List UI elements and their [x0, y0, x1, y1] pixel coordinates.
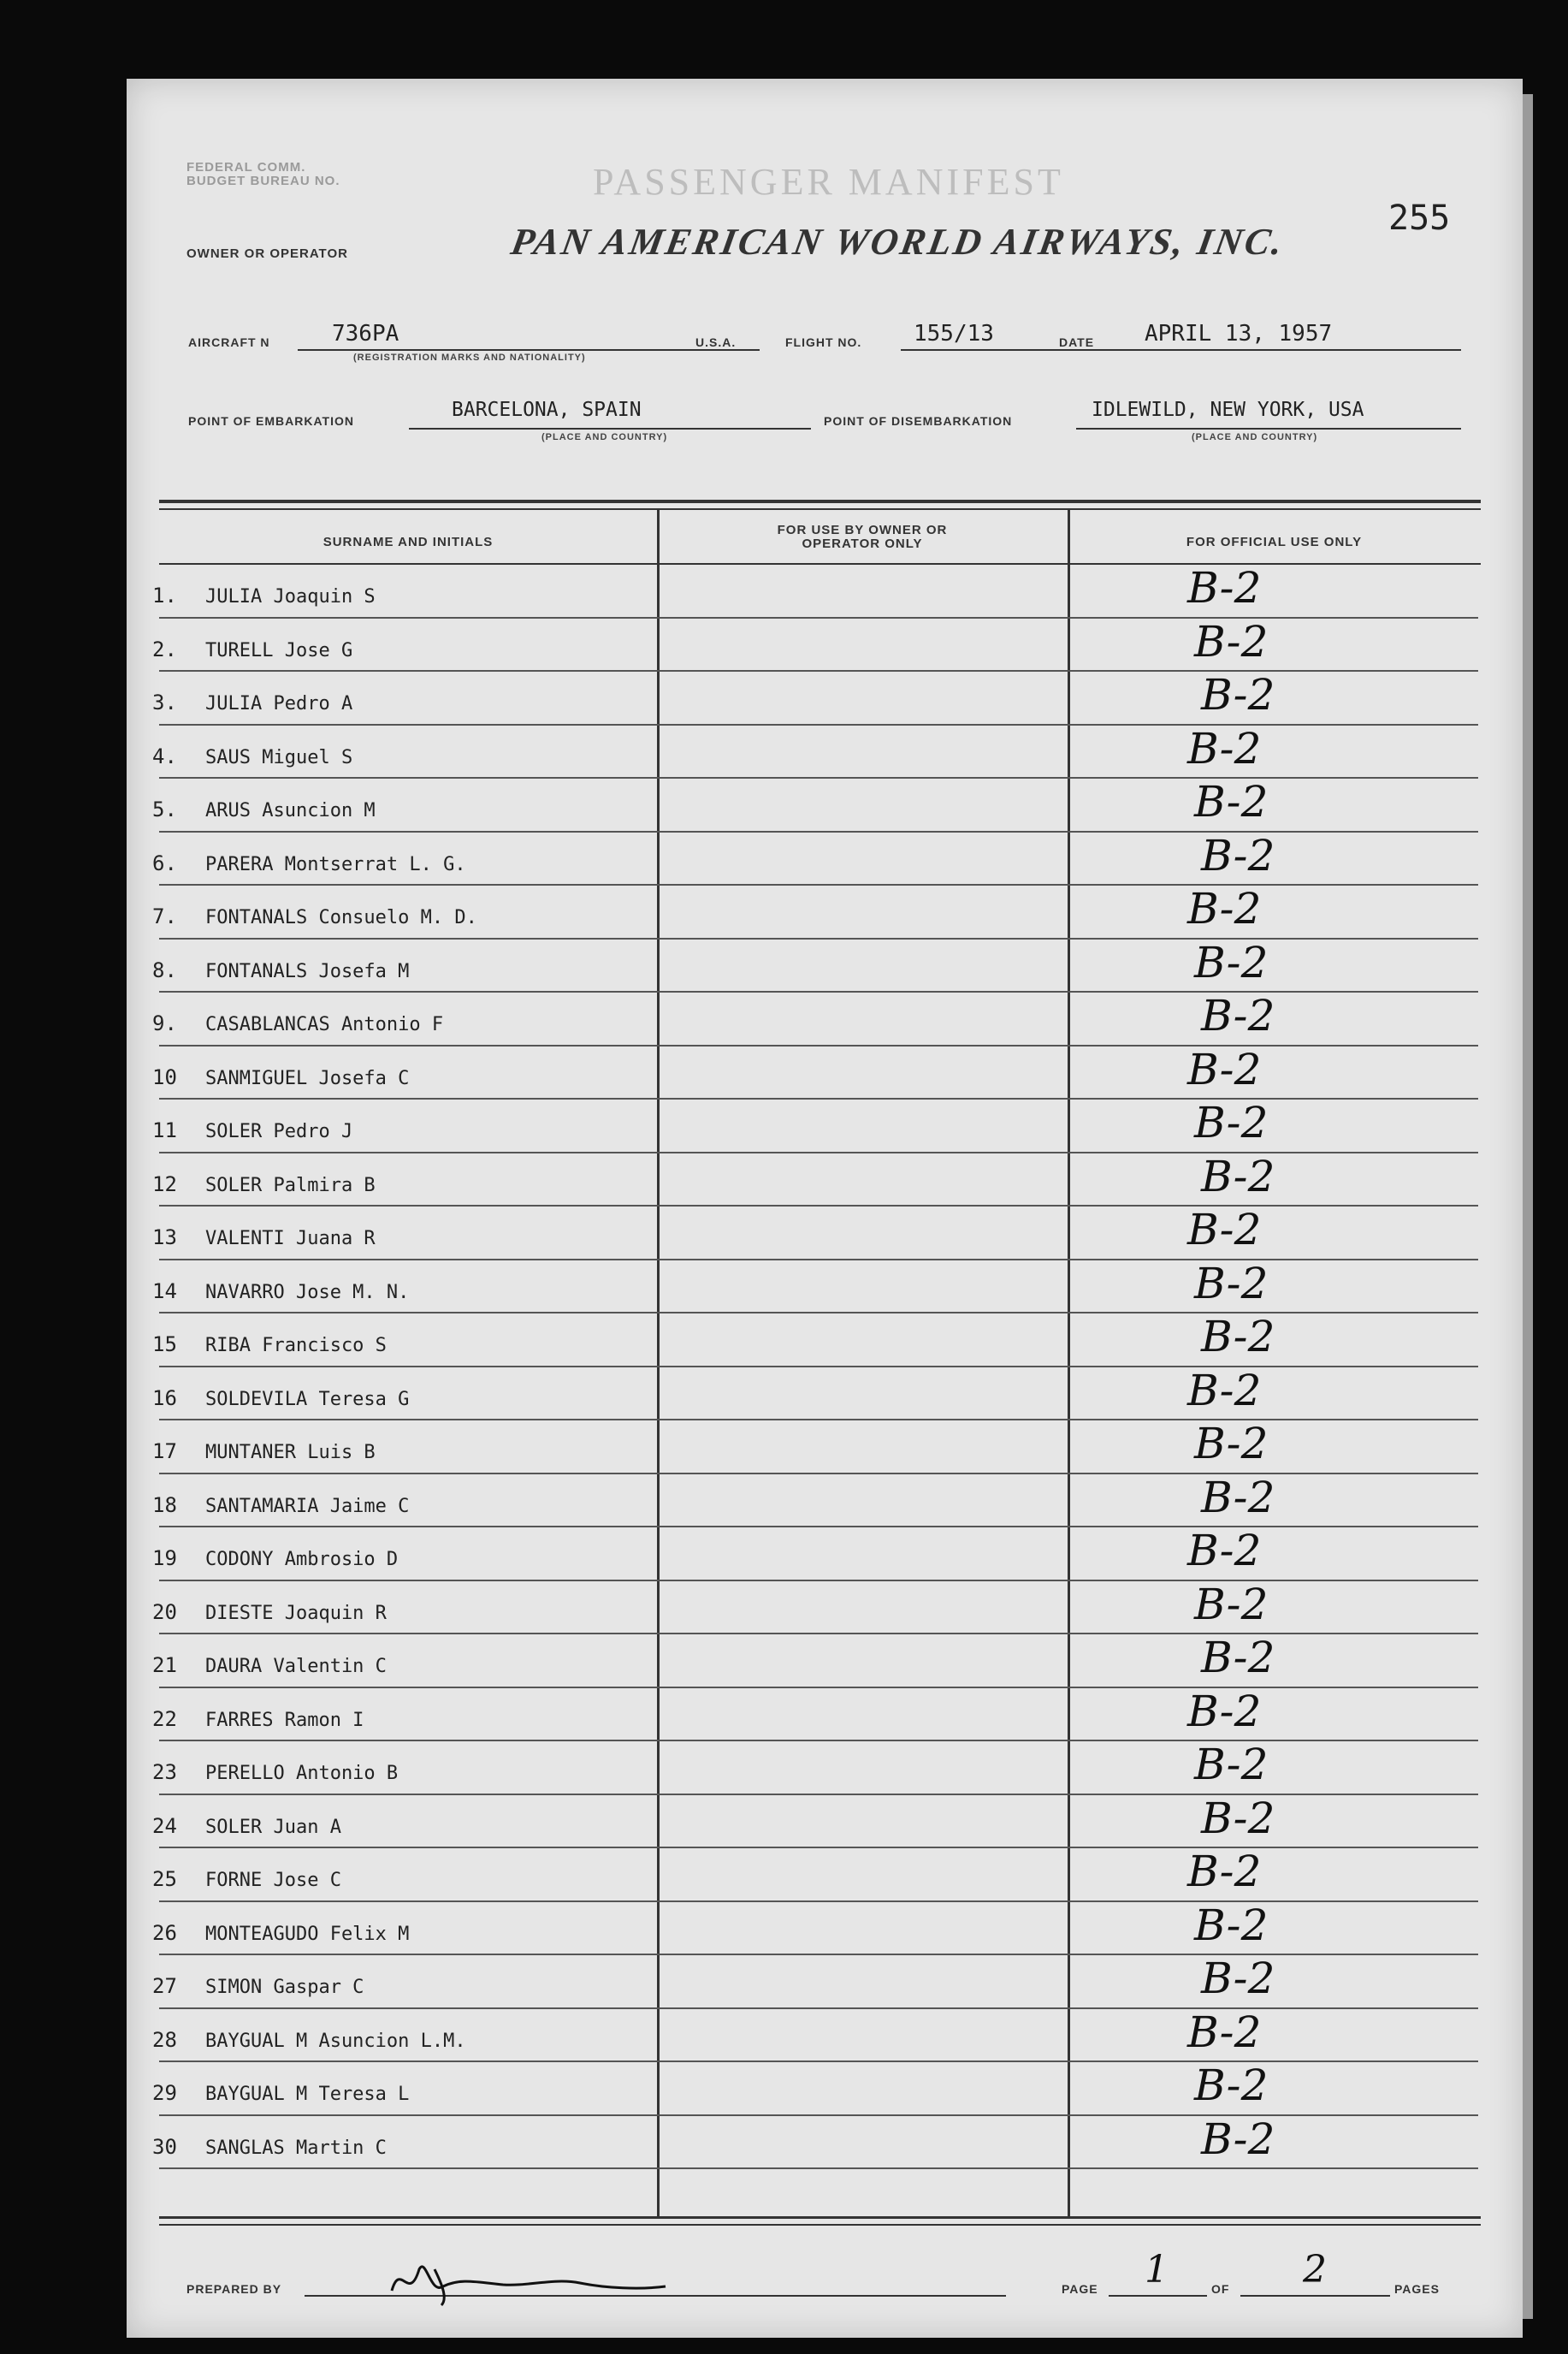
official-visa-class: B-2	[1187, 1526, 1262, 1575]
row-divider	[159, 991, 1478, 993]
row-divider	[159, 1580, 1478, 1581]
official-visa-class: B-2	[1194, 1098, 1269, 1147]
row-divider	[159, 1045, 1478, 1047]
row-divider	[159, 1312, 1478, 1313]
official-visa-class: B-2	[1187, 1365, 1262, 1415]
owner-label: OWNER OR OPERATOR	[186, 246, 348, 261]
passenger-name: FONTANALS Josefa M	[205, 960, 410, 982]
passenger-number: 27	[152, 1974, 177, 1998]
passenger-name: BAYGUAL M Teresa L	[205, 2084, 410, 2105]
prepared-by-label: PREPARED BY	[186, 2282, 282, 2296]
official-visa-class: B-2	[1201, 1151, 1275, 1201]
passenger-name: PERELLO Antonio B	[205, 1763, 399, 1784]
passenger-number: 2.	[152, 637, 177, 661]
passenger-name: NAVARRO Jose M. N.	[205, 1281, 410, 1303]
passenger-number: 11	[152, 1118, 177, 1142]
passenger-number: 21	[152, 1653, 177, 1677]
official-visa-class: B-2	[1201, 830, 1275, 881]
passenger-number: 30	[152, 2134, 177, 2159]
passenger-number: 16	[152, 1385, 177, 1410]
passenger-name: JULIA Pedro A	[205, 693, 353, 715]
official-visa-class: B-2	[1201, 991, 1275, 1041]
official-visa-class: B-2	[1194, 937, 1269, 987]
row-divider	[159, 670, 1478, 672]
passenger-number: 6.	[152, 851, 177, 875]
official-visa-class: B-2	[1187, 1044, 1262, 1094]
row-divider	[159, 1259, 1478, 1260]
disembark-value: IDLEWILD, NEW YORK, USA	[1092, 399, 1364, 421]
row-divider	[159, 1900, 1478, 1902]
passenger-number: 9.	[152, 1011, 177, 1035]
embark-value: BARCELONA, SPAIN	[452, 399, 642, 421]
official-visa-class: B-2	[1201, 1312, 1275, 1361]
passenger-name: MONTEAGUDO Felix M	[205, 1923, 410, 1945]
passenger-number: 24	[152, 1813, 177, 1838]
passenger-name: SANGLAS Martin C	[205, 2137, 387, 2159]
page-value: 1	[1145, 2248, 1169, 2292]
aircraft-sublabel: (REGISTRATION MARKS AND NATIONALITY)	[353, 353, 586, 363]
paper-edge	[1523, 94, 1533, 2319]
row-divider	[159, 1633, 1478, 1634]
passenger-number: 22	[152, 1706, 177, 1731]
passenger-number: 15	[152, 1332, 177, 1356]
row-divider	[159, 724, 1478, 726]
form-stamp	[186, 161, 340, 188]
passenger-name: BAYGUAL M Asuncion L.M.	[205, 2030, 466, 2052]
passenger-name: SANTAMARIA Jaime C	[205, 1495, 410, 1517]
date-value: APRIL 13, 1957	[1145, 321, 1333, 347]
owner-value: PAN AMERICAN WORLD AIRWAYS, INC.	[507, 221, 1289, 263]
passenger-name: SOLER Juan A	[205, 1816, 341, 1838]
page-label: PAGE	[1062, 2282, 1098, 2296]
stamp-line: FEDERAL COMM.	[186, 160, 306, 175]
page-number: 255	[1388, 199, 1451, 238]
col-header-official-use: FOR OFFICIAL USE ONLY	[1186, 535, 1363, 549]
passenger-name: SOLER Palmira B	[205, 1174, 376, 1196]
passenger-number: 25	[152, 1867, 177, 1891]
row-divider	[159, 1419, 1478, 1420]
passenger-number: 12	[152, 1171, 177, 1196]
official-visa-class: B-2	[1194, 616, 1269, 667]
passenger-name: TURELL Jose G	[205, 639, 353, 661]
row-divider	[159, 2060, 1478, 2062]
passenger-number: 29	[152, 2081, 177, 2105]
passenger-name: PARERA Montserrat L. G.	[205, 853, 466, 875]
passenger-name: FONTANALS Consuelo M. D.	[205, 907, 477, 928]
row-divider	[159, 2007, 1478, 2009]
row-divider	[159, 777, 1478, 779]
official-visa-class: B-2	[1201, 2114, 1275, 2164]
passenger-number: 28	[152, 2027, 177, 2052]
official-visa-class: B-2	[1187, 884, 1262, 934]
row-divider	[159, 1794, 1478, 1795]
passenger-number: 19	[152, 1546, 177, 1570]
row-divider	[159, 831, 1478, 833]
official-visa-class: B-2	[1187, 563, 1262, 613]
official-visa-class: B-2	[1201, 670, 1275, 720]
row-divider	[159, 1152, 1478, 1153]
official-visa-class: B-2	[1201, 1954, 1275, 2003]
of-value: 2	[1303, 2248, 1327, 2292]
row-divider	[159, 1526, 1478, 1527]
flight-label: FLIGHT NO.	[785, 335, 862, 349]
official-visa-class: B-2	[1187, 1847, 1262, 1896]
passenger-number: 7.	[152, 904, 177, 928]
row-divider	[159, 2167, 1478, 2169]
passenger-number: 20	[152, 1599, 177, 1624]
pages-label: PAGES	[1394, 2282, 1440, 2296]
stamp-line: BUDGET BUREAU NO.	[186, 174, 340, 188]
col-header-surname: SURNAME AND INITIALS	[322, 535, 494, 549]
usa-label: U.S.A.	[695, 335, 737, 349]
passenger-number: 14	[152, 1278, 177, 1303]
official-visa-class: B-2	[1194, 2060, 1269, 2110]
passenger-number: 1.	[152, 584, 177, 608]
row-divider	[159, 2114, 1478, 2116]
official-visa-class: B-2	[1187, 1205, 1262, 1254]
row-divider	[159, 617, 1478, 619]
official-visa-class: B-2	[1187, 723, 1262, 774]
of-label: OF	[1211, 2282, 1230, 2296]
passenger-name: VALENTI Juana R	[205, 1228, 376, 1249]
passenger-name: SOLER Pedro J	[205, 1121, 353, 1142]
aircraft-value: 736PA	[332, 321, 399, 347]
passenger-number: 5.	[152, 798, 177, 821]
row-divider	[159, 1366, 1478, 1367]
signature	[383, 2252, 743, 2316]
disembark-label: POINT OF DISEMBARKATION	[824, 414, 1013, 428]
passenger-number: 17	[152, 1439, 177, 1463]
passenger-number: 23	[152, 1760, 177, 1784]
official-visa-class: B-2	[1194, 1740, 1269, 1789]
manifest-page	[127, 79, 1523, 2338]
embark-label: POINT OF EMBARKATION	[188, 414, 354, 428]
passenger-name: JULIA Joaquin S	[205, 586, 376, 608]
passenger-number: 13	[152, 1225, 177, 1249]
row-divider	[159, 1205, 1478, 1207]
passenger-name: FORNE Jose C	[205, 1870, 341, 1891]
row-divider	[159, 1473, 1478, 1474]
official-visa-class: B-2	[1194, 777, 1269, 827]
passenger-name: DIESTE Joaquin R	[205, 1602, 387, 1624]
passenger-name: SANMIGUEL Josefa C	[205, 1067, 410, 1089]
official-visa-class: B-2	[1194, 1579, 1269, 1629]
passenger-name: SAUS Miguel S	[205, 746, 353, 768]
official-visa-class: B-2	[1201, 1472, 1275, 1522]
row-divider	[159, 1687, 1478, 1688]
official-visa-class: B-2	[1194, 1419, 1269, 1468]
official-visa-class: B-2	[1201, 1633, 1275, 1682]
official-visa-class: B-2	[1201, 1793, 1275, 1843]
passenger-number: 3.	[152, 691, 177, 715]
passenger-name: RIBA Francisco S	[205, 1335, 387, 1356]
flight-value: 155/13	[914, 321, 994, 347]
passenger-number: 10	[152, 1064, 177, 1089]
passenger-number: 8.	[152, 958, 177, 982]
disembark-sublabel: (PLACE AND COUNTRY)	[1192, 432, 1318, 442]
date-label: DATE	[1059, 335, 1095, 349]
passenger-name: MUNTANER Luis B	[205, 1442, 376, 1463]
col-header-owner-use: FOR USE BY OWNER OR OPERATOR ONLY	[777, 523, 948, 551]
official-visa-class: B-2	[1187, 1686, 1262, 1736]
row-divider	[159, 1740, 1478, 1741]
official-visa-class: B-2	[1187, 2007, 1262, 2057]
row-divider	[159, 884, 1478, 886]
row-divider	[159, 938, 1478, 940]
passenger-name: SIMON Gaspar C	[205, 1977, 364, 1998]
aircraft-label: AIRCRAFT N	[188, 335, 270, 349]
row-divider	[159, 1098, 1478, 1100]
passenger-name: CODONY Ambrosio D	[205, 1549, 399, 1570]
form-title: PASSENGER MANIFEST	[593, 161, 1064, 203]
passenger-number: 4.	[152, 744, 177, 768]
official-visa-class: B-2	[1194, 1900, 1269, 1950]
passenger-number: 18	[152, 1492, 177, 1517]
official-visa-class: B-2	[1194, 1258, 1269, 1308]
row-divider	[159, 1954, 1478, 1955]
passenger-name: ARUS Asuncion M	[205, 800, 376, 821]
passenger-name: CASABLANCAS Antonio F	[205, 1014, 444, 1035]
passenger-name: DAURA Valentin C	[205, 1656, 387, 1677]
passenger-name: FARRES Ramon I	[205, 1709, 364, 1731]
row-divider	[159, 1847, 1478, 1848]
passenger-name: SOLDEVILA Teresa G	[205, 1388, 410, 1410]
passenger-number: 26	[152, 1920, 177, 1945]
embark-sublabel: (PLACE AND COUNTRY)	[541, 432, 668, 442]
